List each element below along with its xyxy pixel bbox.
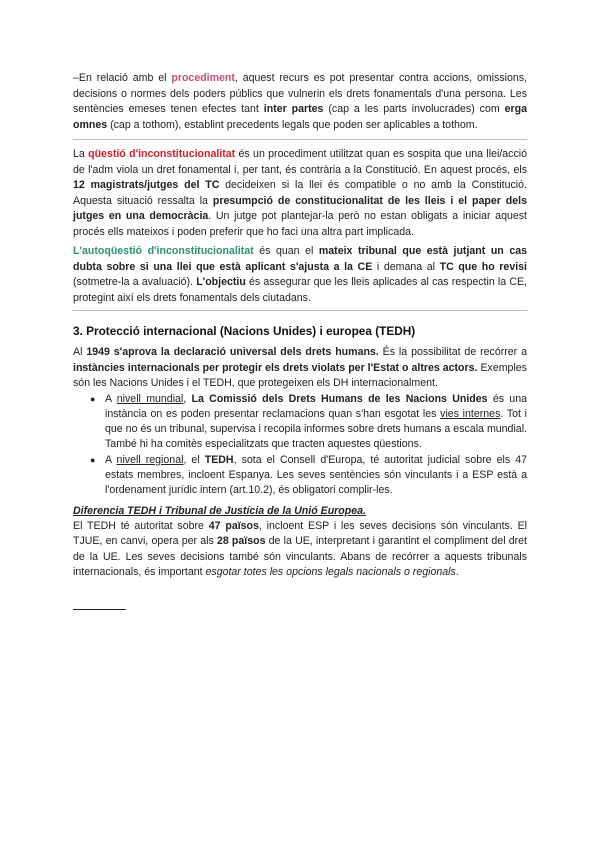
bold-inter-partes: inter partes [263, 103, 324, 115]
underlined-text: vies internes [440, 407, 501, 420]
text: i demana al [372, 260, 440, 273]
text: És la possibilitat de recórrer a [378, 346, 527, 358]
text: A [105, 453, 117, 466]
bold-erga-omnes: erga omnes [73, 103, 527, 131]
text: (sotmetre-la a avaluació). [73, 276, 197, 288]
text: A [105, 392, 117, 405]
bullet-icon: ● [90, 393, 96, 404]
divider [73, 310, 527, 311]
paragraph-proteccio [73, 345, 527, 392]
text: . Un jutge pot plantejar-la però no estan obligats a iniciar aquest procés ells mateixos i poden preferir que ho faci una altra part implicada. [73, 210, 527, 238]
bold-presumpcio: presumpció de constitucionalitat de les lleis i el paper dels jutges en una democràcia [73, 194, 528, 222]
text: Exemples són les Nacions Unides i el TEDH, que protegeixen els DH internacionalment. [73, 361, 527, 389]
bullet-icon: ● [90, 454, 96, 465]
text: , aquest recurs es pot presentar contra accions, omissions, decisions o normes dels poders públics que vulnerin els drets fonamentals d'una persona. Les sentències emeses tenen efectes tant [73, 72, 528, 115]
highlight-procediment: procediment [171, 72, 235, 84]
bold-mateix-tribunal: mateix tribunal que està jutjant un cas dubta sobre si una llei que està aplicant s'ajusta a la CE [73, 245, 527, 273]
bold-1949: 1949 s'aprova la declaració universal dels drets humans. [86, 346, 379, 358]
highlight-autoquestio: L'autoqüestió d'inconstitucionalitat [73, 245, 254, 257]
text: de la UE, interpretant i garantint el compliment del dret de la UE. Les seves decisions també són vinculants. Abans de recórrer a aquests tribunals internacionals, és important [73, 535, 527, 579]
paragraph-procediment [73, 71, 527, 133]
footnote-separator [73, 609, 126, 610]
underlined-text: nivell mundial [116, 392, 184, 405]
italic-text: esgotar totes les opcions legals nacionals o regionals [205, 566, 456, 579]
underlined-text: nivell regional [116, 453, 184, 466]
text: . [455, 566, 459, 579]
document-page [73, 71, 527, 581]
text: és un procediment utilitzat quan es sospita que una llei/acció de l'adm viola un dret fonamental i, per tant, és contrària a la Constitució. En aquest procés, els [73, 148, 527, 176]
divider [73, 139, 527, 140]
bold-28-paisos: 28 països [216, 535, 266, 548]
bold-comissio: La Comissió dels Drets Humans de les Nacions Unides [191, 392, 488, 405]
text: , [183, 392, 192, 405]
text: La [73, 148, 89, 160]
bold-instancies: instàncies internacionals per protegir els drets violats per l'Estat o altres actors. [73, 361, 478, 374]
highlight-questio-inconstitucionalitat: qüestió d'inconstitucionalitat [88, 148, 236, 160]
bold-47-paisos: 47 països [208, 519, 259, 532]
text: El TEDH té autoritat sobre [73, 519, 209, 532]
bold-magistrats: 12 magistrats/jutges del TC [73, 179, 220, 191]
text: , incloent ESP i les seves decisions són vinculants. El TJUE, en canvi, opera per als [73, 519, 527, 548]
text: (cap a tothom), establint precedents legals que poden ser aplicables a tothom. [107, 118, 478, 131]
bold-objectiu: L'objectiu [196, 276, 246, 288]
text: Al [73, 346, 87, 358]
bold-tedh: TEDH [204, 453, 234, 466]
paragraph-diferencia [73, 519, 527, 581]
list-item [73, 453, 527, 499]
bold-tc-revisi: TC que ho revisi [439, 260, 527, 273]
text: , el [183, 453, 205, 466]
text: decideixen si la llei és compatible o no amb la Constitució. Aquesta situació ressalta la [73, 179, 527, 207]
text: és una instància on es poden presentar reclamacions quan s'han esgotat les [105, 392, 527, 420]
text: , sota el Consell d'Europa, té autoritat judicial sobre els 47 estats membres, incloent Espanya. Les seves sentències són vinculants i a ESP està a l'ordenament jurídic intern (art.10.2), és obligatori complir-les. [105, 453, 527, 497]
paragraph-questio [73, 147, 527, 240]
text: és assegurar que les lleis aplicades al cas respectin la CE, protegint així els drets fonamentals dels ciutadans. [73, 276, 527, 304]
text: (cap a les parts involucrades) com [323, 103, 505, 115]
list-item [73, 392, 527, 453]
paragraph-autoquestio [73, 244, 527, 306]
text: –En relació amb el [73, 72, 172, 84]
text: és quan el [253, 245, 319, 257]
subheading: Diferencia TEDH i Tribunal de Justícia de la Unió Europea. [73, 504, 366, 517]
section-heading: 3. Protecció internacional (Nacions Unides) i europea (TEDH) [73, 324, 416, 338]
bullet-list [73, 392, 527, 499]
text: . Tot i que no és un tribunal, supervisa i recopila informes sobre drets humans a escala mundial. També hi ha comitès especialitzats que tracten aquestes qüestions. [105, 407, 527, 451]
